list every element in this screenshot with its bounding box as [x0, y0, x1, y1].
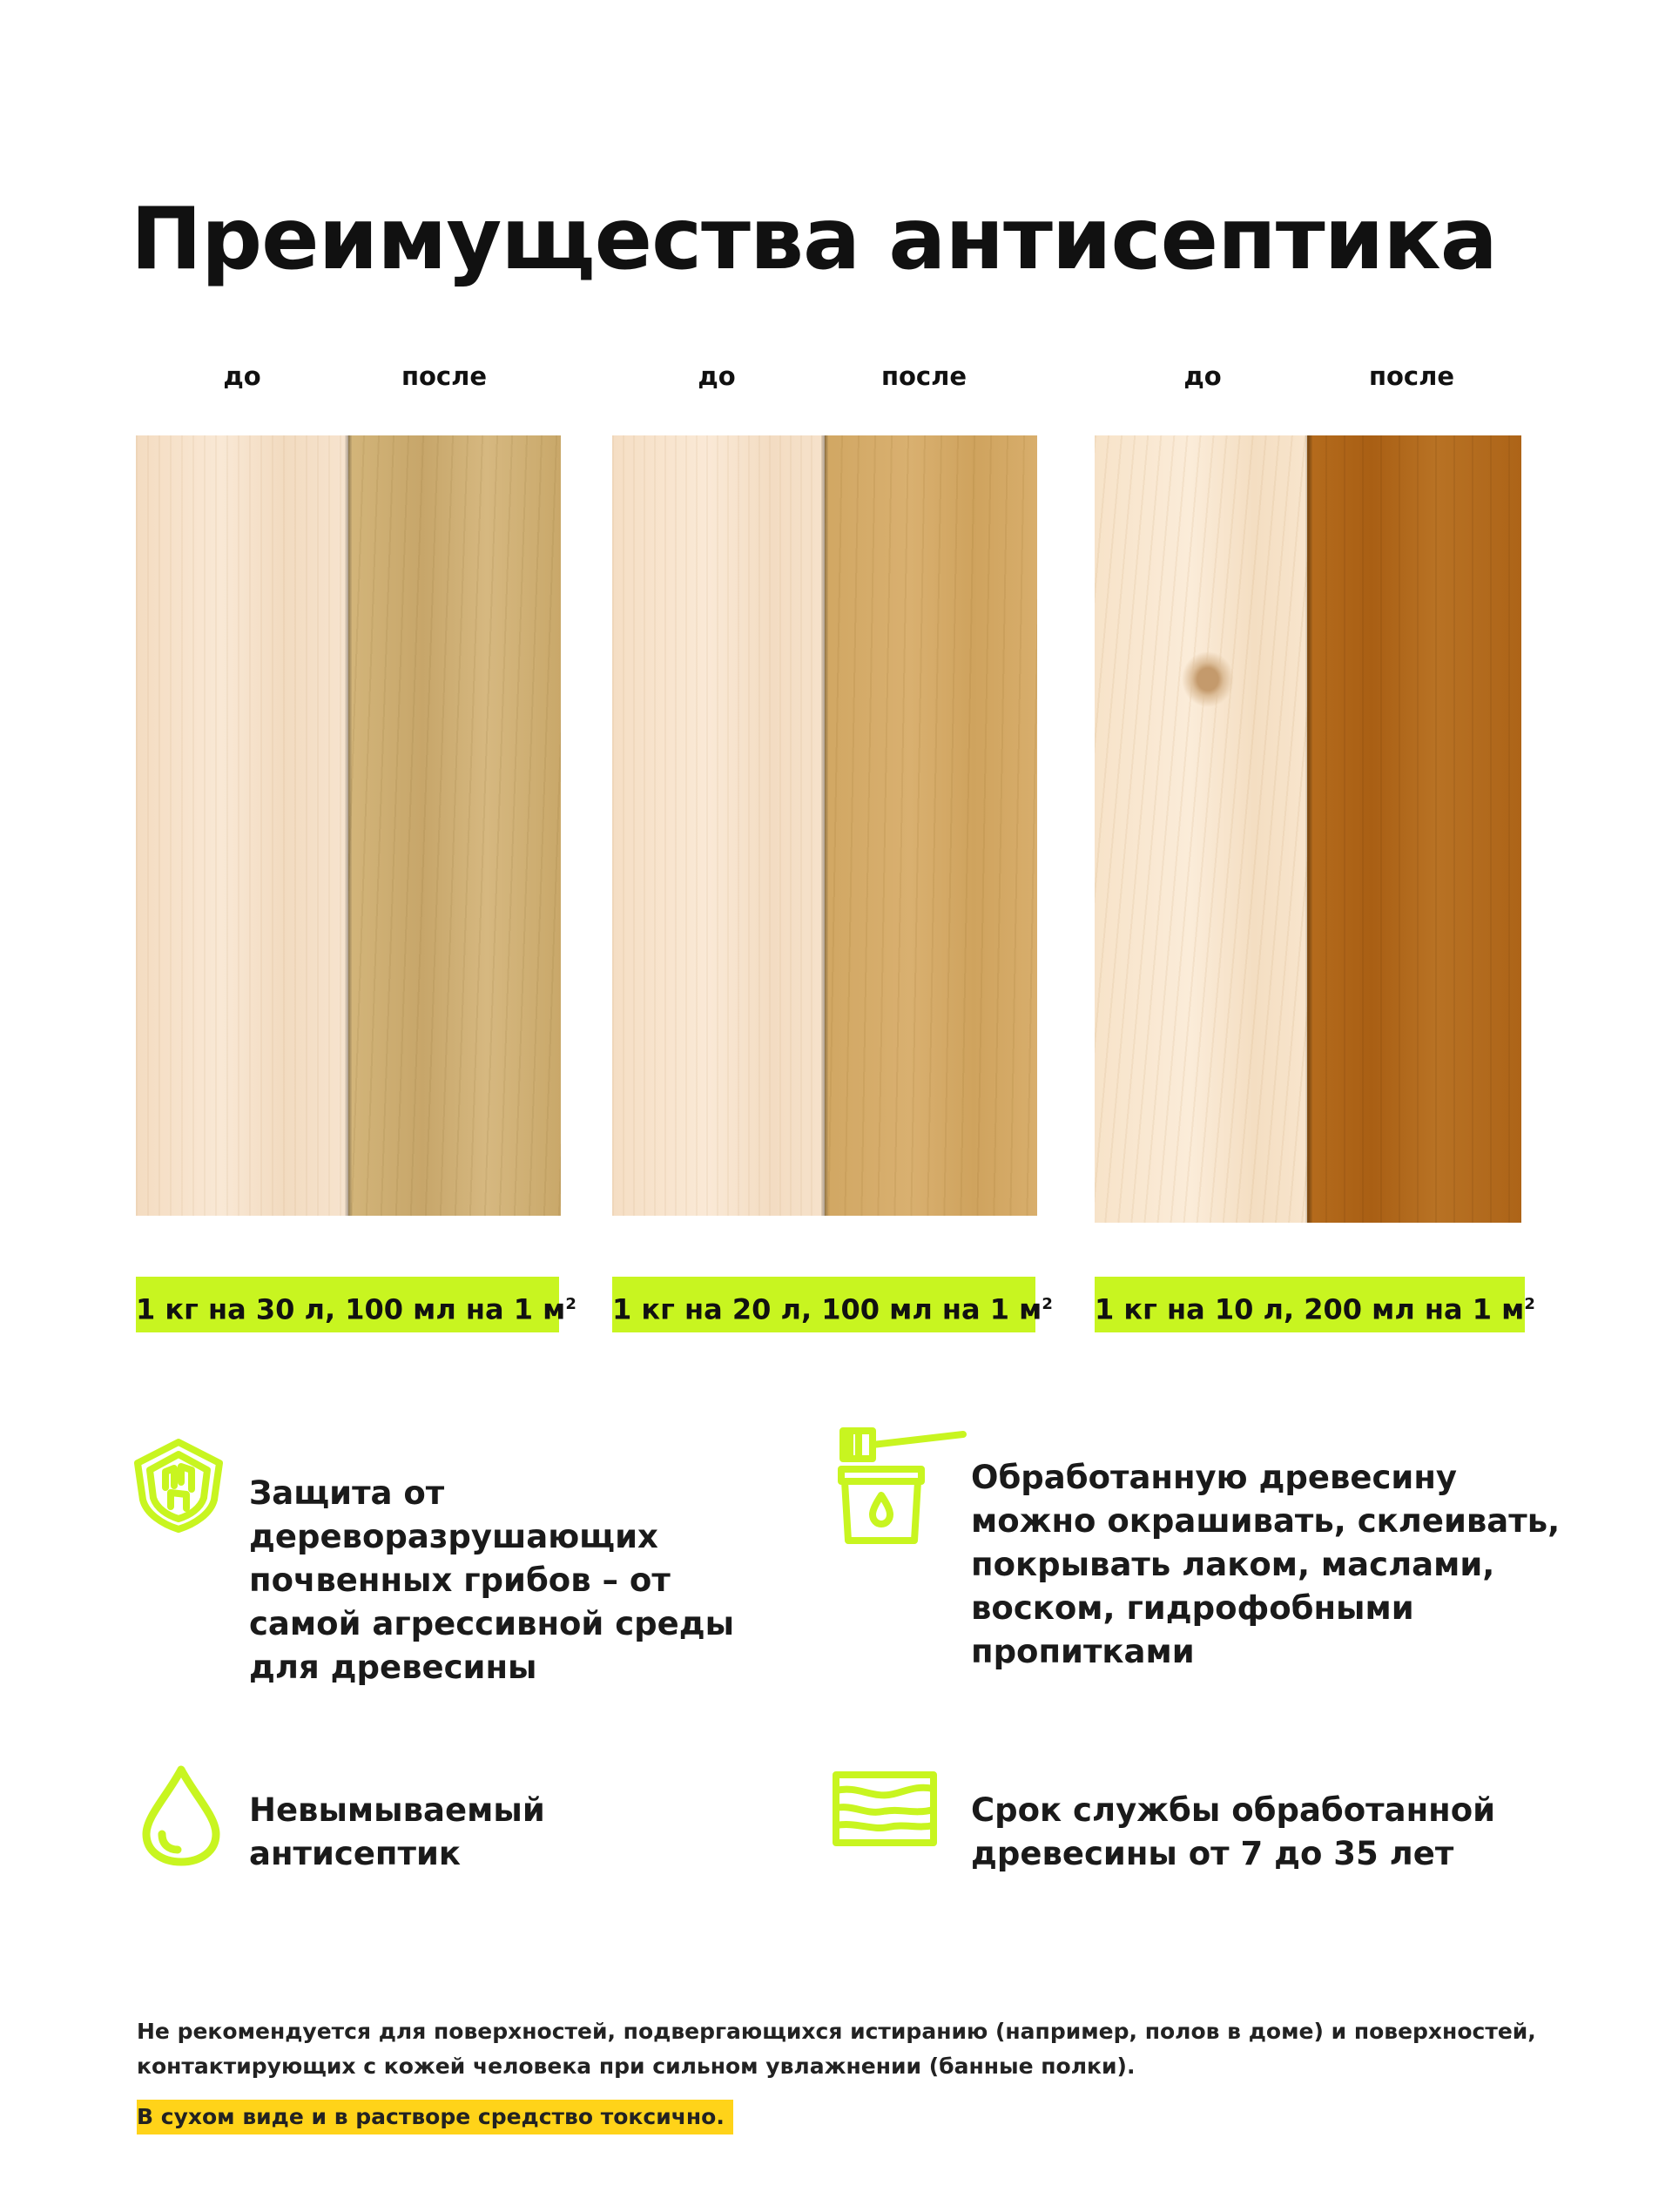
paint-brush-bucket-icon	[838, 1424, 968, 1554]
wood-photo-pair	[136, 435, 561, 1216]
wood-photo-pair	[1095, 435, 1521, 1223]
wood-plank-icon	[833, 1770, 937, 1848]
wood-after-plank	[1307, 435, 1521, 1223]
wood-photo-pair	[612, 435, 1037, 1216]
ratio-superscript: 2	[565, 1295, 576, 1313]
wood-before-plank	[1095, 435, 1307, 1223]
ratio-badge	[612, 1277, 1053, 1332]
ratio-text: 1 кг на 20 л, 100 мл на 1 м	[612, 1292, 1042, 1326]
ratio-superscript: 2	[1524, 1295, 1535, 1313]
plank-seam	[1305, 435, 1312, 1223]
ratio-text: 1 кг на 10 л, 200 мл на 1 м	[1095, 1292, 1525, 1326]
wood-before-plank	[136, 435, 348, 1216]
wood-before-plank	[612, 435, 825, 1216]
feature-text-fungi: Защита от дереворазрушающих почвенных грибов – от самой агрессивной среды для древесины	[249, 1474, 735, 1686]
usage-note: Не рекомендуется для поверхностей, подвергающихся истиранию (например, полов в доме) и поверхностей, контактирующих с кожей человека при сильном увлажнении (банные полки).	[137, 2019, 1536, 2079]
toxicity-warning: В сухом виде и в растворе средство токсично.	[137, 2100, 733, 2134]
plank-seam	[821, 435, 828, 1216]
before-label: до	[1183, 361, 1222, 391]
before-label: до	[223, 361, 261, 391]
page-title: Преимущества антисептика	[131, 190, 1497, 289]
feature-text-service-life: Срок службы обработанной древесины от 7 до 35 лет	[971, 1791, 1496, 1872]
shield-icon	[131, 1437, 226, 1533]
ratio-badge	[1095, 1277, 1535, 1332]
after-label: после	[1368, 361, 1455, 391]
feature-text-finishing: Обработанную древесину можно окрашивать, склеивать, покрывать лаком, маслами, воском, гидрофобными пропитками	[971, 1459, 1561, 1670]
wood-after-plank	[825, 435, 1037, 1216]
ratio-badge	[136, 1277, 576, 1332]
before-label: до	[698, 361, 736, 391]
after-label: после	[401, 361, 488, 391]
plank-seam	[345, 435, 352, 1216]
after-label: после	[880, 361, 967, 391]
feature-text-nonwashable: Невымываемый антисептик	[249, 1791, 545, 1872]
ratio-superscript: 2	[1042, 1295, 1053, 1313]
wood-after-plank	[348, 435, 561, 1216]
water-drop-icon	[138, 1763, 225, 1867]
ratio-text: 1 кг на 30 л, 100 мл на 1 м	[136, 1292, 566, 1326]
